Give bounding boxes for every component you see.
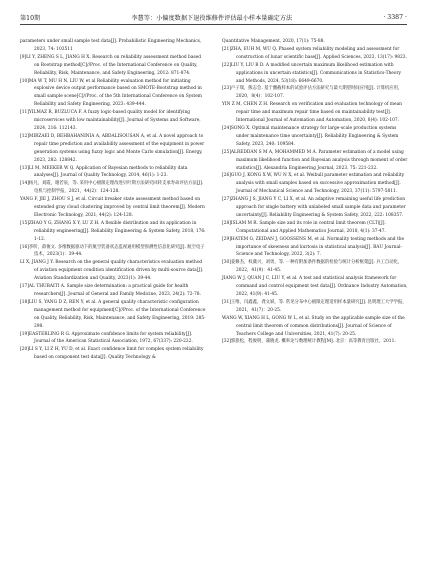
- reference-entry: JIANG W J, QUAN J C, LIU Y, et al. A test and statistical analysis framework for command and control equipment test data[J]. Ordnance Industry Automation, 2022, 41(9): 41-45.: [222, 276, 408, 297]
- reference-entry: [31]王维，闫鑫鑫，龚文斌，等. 常见分布中心极限定理适用样本量研究[J]. 昆明理工大学学报，2021，41(7)：20-25.: [222, 299, 407, 313]
- reference-entry: LI X, JIANG J Y. Research on the general quality characteristics evaluation method of aviation equipment condition identification driven by multi-source data[J]. Aviation Standardization and Quality, 2023(1): 39-44.: [20, 260, 204, 282]
- reference-entry: [28]ISLAM M R. Sample size and its role in central limit theorem (CLT)[J]. Computational and Applied Mathematics Journal, 2018, 4(1): 37-47.: [222, 220, 386, 234]
- reference-entry: [18]LIU S, YANG D Z, REN Y, et al. A general quality characteristic configuration management method for equipment[C]//Proc. of the International Conference on Quality, Reliability, Risk, Maintenance, and Safety Engineering, 2019: 285-298.: [20, 299, 206, 329]
- reference-entry: [9]LI Y, ZHENG S L, JIANG H X. Research on reliability assessment method based on Bootstrap method[C]//Proc. of the International Conference on Quality, Reliability, Risk, Maintenance, and Safety Engineering, 2012: 871-874.: [20, 54, 202, 76]
- reference-entry: [17]AL THUBAITI A. Sample size determination: a practical guide for health researchers[J]. Journal of General and Family Medicine, 2023, 24(2): 72-78.: [20, 284, 201, 297]
- reference-entry: [29]HATEM G, ZEIDAN J, GOOSSENS M, et al. Normality testing methods and the importance of skewness and kurtosis in statistical analysis[J]. BAU Journal-Science and Technology, 2022, 3(2): 7.: [222, 236, 405, 258]
- reference-entry: [21]ZHA, EUH M, WU Q. Phased system reliability modeling and assessment for construction of lunar scientific base[J]. Applied Sciences, 2023, 13(17): 9823.: [222, 46, 407, 60]
- reference-entry: [22]LIU Y, LIU B D. A modified uncertain maximum likelihood estimation with applications in uncertain statistics[J]. Communications in Statistics-Theory and Methods, 2024, 53(18): 6649-6670.: [222, 62, 401, 84]
- reference-entry: [15]ZHAO Y G, ZHANG X Y, LU Z H. A flexible distribution and its application in reliability engineering[J]. Reliability Engineering & System Safety, 2018, 176: 1-12.: [20, 220, 206, 242]
- reference-entry: [16]李昕，薛俊文. 多维数据驱动下的航空装备状态监视通用模型预测性信息化研究[J]. 航空电子技术，2023(1)：39-44.: [20, 244, 205, 258]
- page-number: · 3387 ·: [383, 13, 407, 21]
- references-left-column: [20, 38, 206, 362]
- reference-entry: [26]GUO J, KONG X W, WU N X, et al. Weibull parameter estimation and reliability analysis with small samples based on successive approximation method[J]. Journal of Mechanical Science and Technology, 2023, 37(11): 5797-5811.: [222, 173, 405, 195]
- running-title: 李慧等：小偏度数据下退役维修件评估最小样本量确定方法: [131, 14, 293, 22]
- reference-entry: [14]杨凡，刘霞，谢若泉，等. 采用中心极限定理改进贝叶斯方法研究回转支承寿命评估方法[J]. 电机与控制学报，2021，44(2)：124-128.: [20, 181, 204, 195]
- reference-entry: [12]MIRZAEI D, BEHBAHANINIA A, ABDALISOUSAN A, et al. A novel approach to repair time prediction and availability assessment of the equipment in power generation systems using fuzzy logic and Monte Carlo simulation[J]. Energy, 2023, 282: 128842.: [20, 133, 205, 163]
- reference-entry: parameters under small sample test data[J]. Probabilistic Engineering Mechanics, 2023, 74: 103511: [20, 39, 202, 52]
- reference-entry: [13]LI M, MEEKER W Q. Application of Bayesian methods to reliability data analyses[J]. Journal of Quality Technology, 2014, 46(1): 1-23.: [20, 165, 188, 179]
- reference-entry: YANG F, JIE J, ZHOU S J, et al. Circuit breaker state assessment method based on extended gray cloud clustering improved by central limit theorem[J]. Modern Electronic Technology, 2021, 44(2): 124-128.: [20, 197, 205, 218]
- reference-entry: [20]LI S Y, LI Z H, YU D, et al. Exact confidence limit for complex system reliability based on component test data[J]. Quality Technology &: [20, 347, 204, 361]
- reference-entry: [10]MA W T, MU H N, LIU W, et al Reliability evaluation method for initiating explosive device output performance based on SMOTE-Bootstrap method in small sample scene[C]//Proc. of the 5th International Conference on System Reliability and Safety Engineering, 2023: 439-444.: [20, 78, 202, 108]
- reference-entry: [25]ALREDDAN S M A, MOHAMMED M A. Parameter estimation of a model using maximum likelihood function and Bayesian analysis through moment of order statistics[J]. Alexandria Engineering Journal, 2023, 75: 221-232.: [222, 149, 408, 171]
- reference-entry: YIN Z M, CHEN Z H. Research on verification and evaluation technology of mean repair time and maximum repair time based on maintainability test[J]. International Journal of Automation and Automation, 2020, 8(4): 102-107.: [222, 102, 402, 124]
- reference-entry: [30]姜修杰，权冀兴，刘勇，等. 一种有附加条件数据的检验与统计分析框架[J]. 兵工自动化，2022，41(9)：41-45.: [222, 260, 403, 274]
- reference-entry: [23]卢子瑞，熊志会. 基于删截样本的试验评估方法研究与最大期望时间应用[J]. 计算机应用，2020，8(4)：102-107.: [222, 86, 403, 100]
- reference-entry: [11]YILMAZ R, BUZLUCA F. A fuzzy logic-based quality model for identifying microservices with low maintainability[J]. Journal of Systems and Software, 2024, 216: 112143.: [20, 110, 201, 131]
- page-header: [20, 10, 407, 25]
- reference-entry: [32]郭旅松，程俊明，蒲晓龙. 概率论与数理统计教程[M]. 北京：高等教育出版社，2011.: [222, 339, 396, 345]
- reference-entry: [24]SONG X. Optimal maintenance strategy for large-scale production systems under maintenance time uncertainty[J]. Reliability Engineering & System Safety, 2023, 240: 109584.: [222, 125, 399, 147]
- reference-entry: [27]ZHANG J S, JIANG Y C, LI X, et al. An adaptive remaining useful life prediction approach for single battery with unlabeled small sample data and parameter uncertainty[J]. Reliability Engineering & System Safety, 2022, 222: 108357.: [222, 197, 406, 218]
- issue-number: 第10期: [20, 14, 41, 22]
- reference-entry: [19]EASTERLING R G. Approximate confidence limits for system reliability[J]. Journal of the American Statistical Association, 1972, 67(337): 220-222.: [20, 331, 193, 345]
- reference-entry: WANG W, XIANG H L, GONG W L, et al. Study on the applicable sample size of the central limit theorem of common distributions[J]. Journal of Science of Teachers College and Universities, 2021, 41(7): 20-25.: [222, 315, 405, 337]
- references-right-column: [222, 38, 408, 346]
- reference-entry: Quantitative Management, 2020, 17(1): 75-88.: [222, 39, 325, 44]
